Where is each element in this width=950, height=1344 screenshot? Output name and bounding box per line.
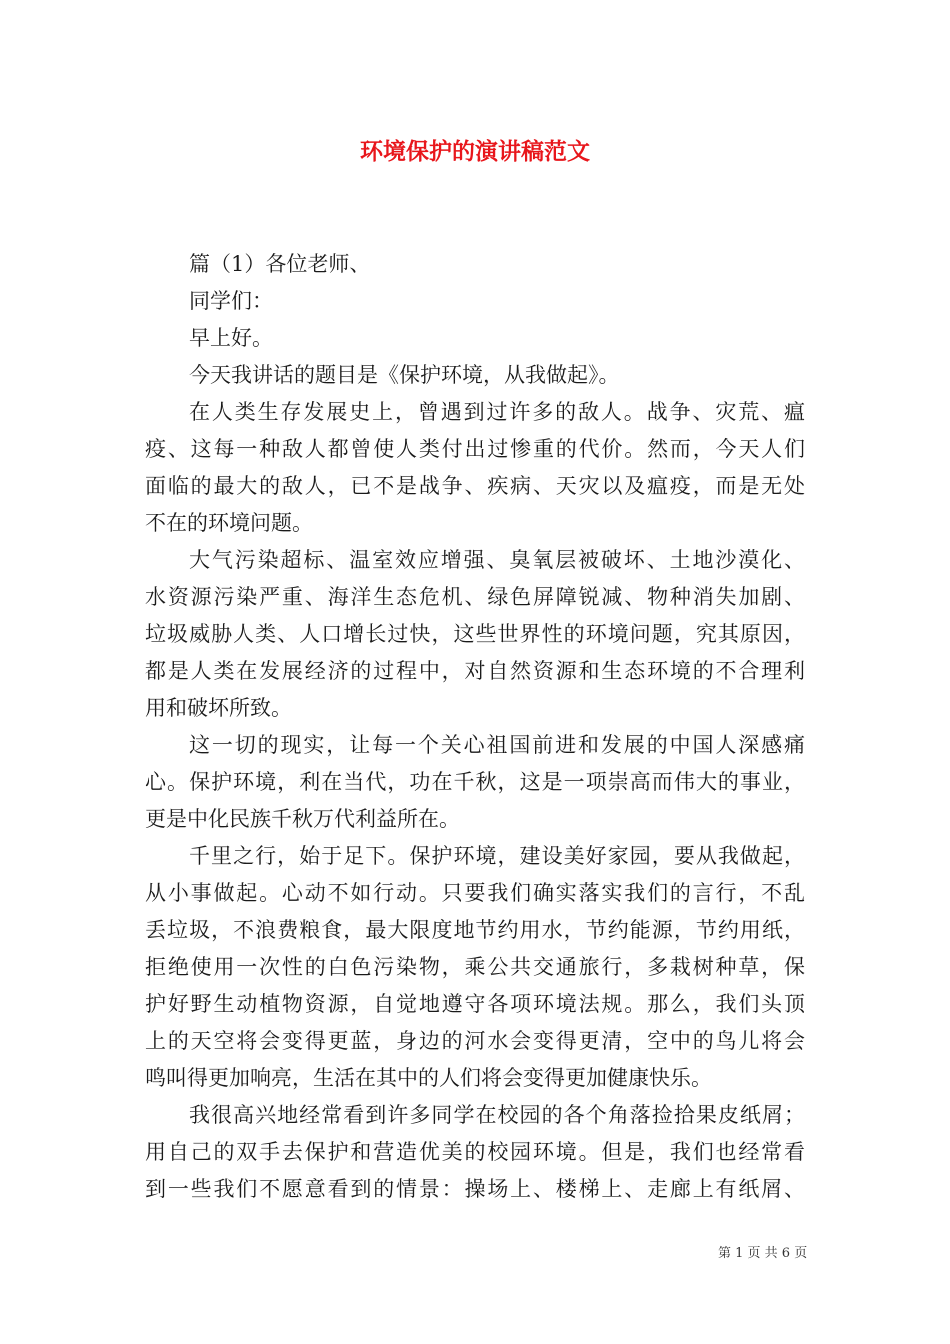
text-line: 早上好。 <box>189 326 273 350</box>
text-line: 用自己的双手去保护和营造优美的校园环境。但是，我们也经常看 <box>145 1140 805 1164</box>
text-line: 千里之行，始于足下。保护环境，建设美好家园，要从我做起， <box>189 844 805 868</box>
text-line: 丢垃圾，不浪费粮食，最大限度地节约用水，节约能源，节约用纸， <box>145 918 805 942</box>
text-line: 心。保护环境，利在当代，功在千秋，这是一项崇高而伟大的事业， <box>145 770 805 794</box>
text-line: 我很高兴地经常看到许多同学在校园的各个角落捡拾果皮纸屑； <box>189 1103 805 1127</box>
text-line: 在人类生存发展史上，曾遇到过许多的敌人。战争、灾荒、瘟 <box>189 400 805 424</box>
text-line: 用和破坏所致。 <box>145 696 292 720</box>
text-line: 疫、这每一种敌人都曾使人类付出过惨重的代价。然而，今天人们 <box>145 437 805 461</box>
document-title: 环境保护的演讲稿范文 <box>360 138 590 165</box>
text-line: 护好野生动植物资源，自觉地遵守各项环境法规。那么，我们头顶 <box>145 992 805 1016</box>
text-line: 都是人类在发展经济的过程中，对自然资源和生态环境的不合理利 <box>145 659 805 683</box>
text-line: 从小事做起。心动不如行动。只要我们确实落实我们的言行，不乱 <box>145 881 805 905</box>
text-line: 拒绝使用一次性的白色污染物，乘公共交通旅行，多栽树种草，保 <box>145 955 805 979</box>
text-line: 上的天空将会变得更蓝，身边的河水会变得更清，空中的鸟儿将会 <box>145 1029 805 1053</box>
text-line: 这一切的现实，让每一个关心祖国前进和发展的中国人深感痛 <box>189 733 805 757</box>
text-line: 更是中化民族千秋万代利益所在。 <box>145 807 460 831</box>
text-line: 到一些我们不愿意看到的情景：操场上、楼梯上、走廊上有纸屑、 <box>145 1177 805 1201</box>
text-line: 面临的最大的敌人，已不是战争、疾病、天灾以及瘟疫，而是无处 <box>145 474 805 498</box>
text-line: 同学们： <box>189 289 273 313</box>
text-line: 水资源污染严重、海洋生态危机、绿色屏障锐减、物种消失加剧、 <box>145 585 805 609</box>
text-line: 大气污染超标、温室效应增强、臭氧层被破坏、土地沙漠化、 <box>189 548 805 572</box>
text-line: 垃圾威胁人类、人口增长过快，这些世界性的环境问题，究其原因， <box>145 622 805 646</box>
text-line: 篇（1）各位老师、 <box>189 252 371 276</box>
text-line: 鸣叫得更加响亮，生活在其中的人们将会变得更加健康快乐。 <box>145 1066 712 1090</box>
page-number-footer: 第 1 页 共 6 页 <box>718 1246 808 1261</box>
text-line: 今天我讲话的题目是《保护环境，从我做起》。 <box>189 363 620 387</box>
text-line: 不在的环境问题。 <box>145 511 313 535</box>
document-body <box>145 246 805 1208</box>
